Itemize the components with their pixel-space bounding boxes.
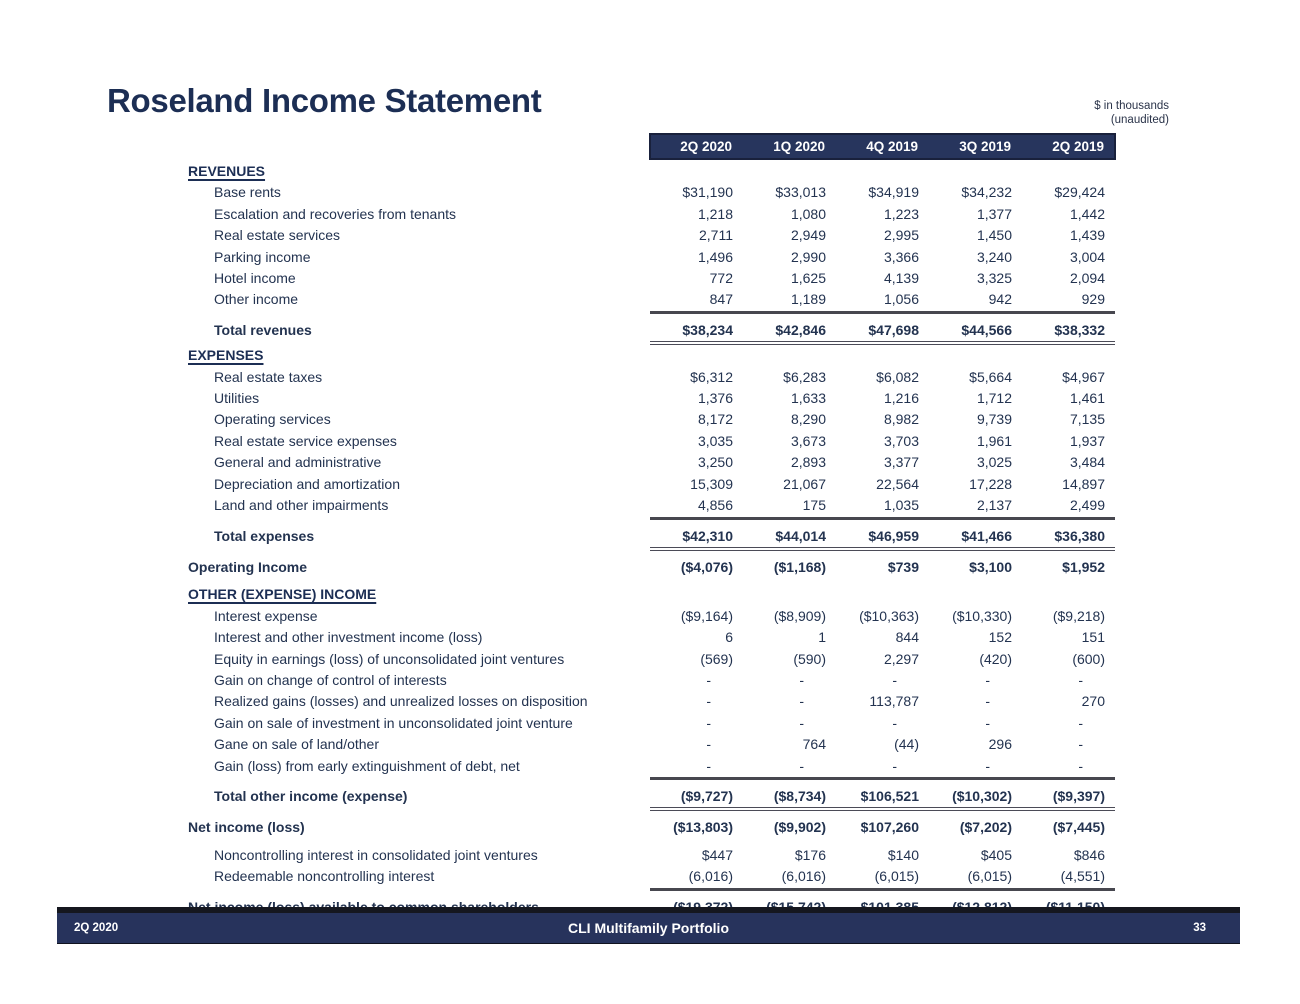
value-cell: - (1078, 736, 1083, 753)
value-cell: 4,856 (650, 495, 743, 519)
column-header: 2Q 2020 (680, 139, 732, 154)
value-cell: $5,664 (969, 368, 1012, 385)
value-cell: 3,250 (697, 454, 733, 471)
value-cell: 847 (650, 289, 743, 313)
table-row (188, 161, 1115, 182)
value-cell: $29,424 (1054, 184, 1105, 201)
row-label: Gane on sale of land/other (214, 736, 380, 753)
value-cell: ($7,445) (1052, 819, 1105, 836)
value-cell: $140 (887, 846, 919, 863)
value-cell (743, 584, 836, 605)
value-cell: (420) (979, 650, 1012, 667)
row-label: Utilities (214, 390, 260, 407)
value-cell: 844 (895, 629, 919, 646)
value-cell: (600) (1072, 650, 1105, 667)
table-row (188, 409, 1115, 430)
value-cell: 3,004 (1069, 248, 1105, 265)
value-cell: 3,366 (883, 248, 919, 265)
table-row (188, 845, 1115, 866)
value-cell: 17,228 (969, 475, 1012, 492)
value-cell (743, 161, 836, 182)
value-cell: $41,466 (929, 526, 1022, 551)
row-label: Gain on change of control of interests (214, 671, 447, 688)
value-cell: 1 (818, 629, 826, 646)
value-cell: $6,312 (690, 368, 733, 385)
value-cell: $31,190 (682, 184, 733, 201)
value-cell: $1,952 (1062, 558, 1105, 575)
value-cell: 2,711 (699, 227, 733, 244)
value-cell: 1,439 (1069, 227, 1105, 244)
table-row (188, 268, 1115, 289)
table-row (188, 289, 1115, 313)
value-cell: 1,633 (790, 390, 826, 407)
value-cell: $42,846 (743, 320, 836, 345)
table-row (188, 557, 1115, 578)
table-row (188, 627, 1115, 648)
value-cell: $3,100 (969, 558, 1012, 575)
value-cell: 2,499 (1022, 495, 1115, 519)
value-cell: 7,135 (1069, 411, 1105, 428)
row-label: Gain (loss) from early extinguishment of debt, net (214, 757, 520, 774)
value-cell: $34,232 (961, 184, 1012, 201)
table-row (188, 320, 1115, 345)
row-label: Gain on sale of investment in unconsolidated joint venture (214, 714, 573, 731)
value-cell: 3,025 (976, 454, 1012, 471)
value-cell: ($13,803) (673, 819, 733, 836)
row-label: Total expenses (214, 527, 315, 544)
row-label: Interest and other investment income (loss) (214, 629, 483, 646)
row-label: OTHER (EXPENSE) INCOME (188, 586, 377, 603)
value-cell: 14,897 (1062, 475, 1105, 492)
value-cell: ($10,330) (952, 607, 1012, 624)
value-cell: 1,056 (836, 289, 929, 313)
value-cell: 22,564 (876, 475, 919, 492)
row-label: Base rents (214, 184, 281, 201)
value-cell: - (706, 671, 711, 688)
table-row (188, 247, 1115, 268)
table-body (188, 161, 1115, 922)
value-cell: 8,290 (790, 411, 826, 428)
value-cell: 8,982 (883, 411, 919, 428)
value-cell: 3,673 (790, 432, 826, 449)
value-cell: $447 (701, 846, 733, 863)
value-cell: 929 (1022, 289, 1115, 313)
value-cell: 2,137 (929, 495, 1022, 519)
value-cell: ($9,397) (1022, 786, 1115, 811)
value-cell: - (892, 671, 897, 688)
footer-bar (57, 913, 1240, 944)
value-cell: 3,377 (883, 454, 919, 471)
row-label: Interest expense (214, 607, 318, 624)
row-label: Operating Income (188, 558, 308, 575)
value-cell (1022, 161, 1115, 182)
footer-page-number: 33 (1193, 922, 1206, 934)
value-cell: 3,484 (1069, 454, 1105, 471)
value-cell: 2,094 (1069, 270, 1105, 287)
value-cell: - (799, 693, 804, 710)
value-cell: 1,937 (1069, 432, 1105, 449)
table-row (188, 225, 1115, 246)
value-cell: 152 (988, 629, 1012, 646)
value-cell: - (929, 756, 1022, 780)
value-cell: $176 (794, 846, 826, 863)
income-statement-table (188, 134, 1115, 922)
table-row (188, 182, 1115, 203)
table-row (188, 670, 1115, 691)
value-cell: $106,521 (836, 786, 929, 811)
value-cell: - (706, 693, 711, 710)
table-row (188, 388, 1115, 409)
value-cell (929, 584, 1022, 605)
value-cell: ($8,909) (773, 607, 826, 624)
value-cell: $34,919 (868, 184, 919, 201)
value-cell: 1,035 (836, 495, 929, 519)
table-row (188, 204, 1115, 225)
value-cell: 1,216 (883, 390, 919, 407)
value-cell: - (1078, 714, 1083, 731)
row-label: Parking income (214, 248, 311, 265)
table-row (188, 474, 1115, 495)
value-cell: - (650, 756, 743, 780)
value-cell (650, 345, 743, 366)
value-cell: 151 (1081, 629, 1105, 646)
row-label: Noncontrolling interest in consolidated joint ventures (214, 846, 538, 863)
value-cell: 1,376 (697, 390, 733, 407)
value-cell: 8,172 (697, 411, 733, 428)
value-cell: 21,067 (783, 475, 826, 492)
value-cell: 1,442 (1069, 205, 1105, 222)
value-cell: - (1022, 756, 1115, 780)
value-cell: (569) (700, 650, 733, 667)
value-cell: - (985, 693, 990, 710)
value-cell: - (985, 671, 990, 688)
value-cell: (6,015) (929, 866, 1022, 890)
value-cell: (6,015) (836, 866, 929, 890)
row-label: Escalation and recoveries from tenants (214, 205, 457, 222)
value-cell: - (743, 756, 836, 780)
value-cell: $46,959 (836, 526, 929, 551)
value-cell: 772 (709, 270, 733, 287)
units-note-line2: (unaudited) (1110, 114, 1169, 126)
row-label: REVENUES (188, 163, 266, 179)
row-label: Operating services (214, 411, 331, 428)
value-cell: $38,332 (1022, 320, 1115, 345)
table-row (188, 691, 1115, 712)
value-cell: 4,139 (883, 270, 919, 287)
value-cell (743, 345, 836, 366)
table-row (188, 584, 1115, 605)
units-note (1094, 99, 1169, 127)
row-label: Realized gains (losses) and unrealized losses on disposition (214, 693, 588, 710)
value-cell: - (706, 736, 711, 753)
value-cell: 113,787 (869, 693, 919, 710)
table-row (188, 431, 1115, 452)
value-cell: ($9,727) (650, 786, 743, 811)
value-cell: 1,625 (790, 270, 826, 287)
value-cell (650, 161, 743, 182)
value-cell: 764 (802, 736, 826, 753)
value-cell: ($7,202) (959, 819, 1012, 836)
value-cell: 942 (929, 289, 1022, 313)
value-cell: $38,234 (650, 320, 743, 345)
value-cell: 2,893 (790, 454, 826, 471)
table-header-row (650, 134, 1115, 159)
value-cell: 270 (1081, 693, 1105, 710)
value-cell: 175 (743, 495, 836, 519)
table-row (188, 817, 1115, 838)
value-cell: 3,035 (697, 432, 733, 449)
row-label: Total other income (expense) (214, 787, 408, 804)
column-header: 4Q 2019 (866, 139, 918, 154)
value-cell: 3,703 (883, 432, 919, 449)
value-cell: 1,450 (976, 227, 1012, 244)
value-cell (650, 584, 743, 605)
value-cell: 1,080 (790, 205, 826, 222)
table-row (188, 526, 1115, 551)
value-cell: ($8,734) (743, 786, 836, 811)
row-label: Land and other impairments (214, 497, 389, 514)
table-row (188, 367, 1115, 388)
table-row (188, 345, 1115, 366)
value-cell: ($1,168) (773, 558, 826, 575)
value-cell: - (892, 714, 897, 731)
value-cell: ($10,302) (929, 786, 1022, 811)
value-cell: - (985, 714, 990, 731)
row-label: Redeemable noncontrolling interest (214, 868, 435, 885)
footer-quarter: 2Q 2020 (74, 922, 119, 934)
value-cell (836, 345, 929, 366)
value-cell: $846 (1073, 846, 1105, 863)
value-cell (836, 161, 929, 182)
value-cell (836, 584, 929, 605)
value-cell: $44,014 (743, 526, 836, 551)
value-cell: - (706, 714, 711, 731)
value-cell: 9,739 (976, 411, 1012, 428)
table-row (188, 713, 1115, 734)
value-cell (1022, 345, 1115, 366)
value-cell: 1,496 (697, 248, 733, 265)
row-label: General and administrative (214, 454, 382, 471)
value-cell: 2,990 (790, 248, 826, 265)
value-cell: (590) (793, 650, 826, 667)
value-cell: ($9,218) (1052, 607, 1105, 624)
table-row (188, 866, 1115, 890)
value-cell: $42,310 (650, 526, 743, 551)
value-cell: 1,461 (1069, 390, 1105, 407)
value-cell: 2,949 (790, 227, 826, 244)
value-cell: 15,309 (690, 475, 733, 492)
column-header: 1Q 2020 (773, 139, 825, 154)
column-header: 3Q 2019 (959, 139, 1011, 154)
table-row (188, 649, 1115, 670)
value-cell (1022, 584, 1115, 605)
value-cell: 6 (725, 629, 733, 646)
row-label: Hotel income (214, 270, 296, 287)
value-cell: (4,551) (1022, 866, 1115, 890)
units-note-line1: $ in thousands (1094, 100, 1169, 112)
value-cell: $33,013 (775, 184, 826, 201)
value-cell: ($9,902) (773, 819, 826, 836)
value-cell: 1,961 (976, 432, 1012, 449)
table-row (188, 495, 1115, 519)
value-cell: $107,260 (860, 819, 919, 836)
row-label: Real estate service expenses (214, 432, 397, 449)
table-row (188, 756, 1115, 780)
value-cell: 1,712 (976, 390, 1012, 407)
value-cell: $4,967 (1062, 368, 1105, 385)
table-row (188, 734, 1115, 755)
value-cell: $6,283 (783, 368, 826, 385)
column-header: 2Q 2019 (1052, 139, 1104, 154)
value-cell: - (799, 671, 804, 688)
value-cell: 296 (988, 736, 1012, 753)
row-label: Equity in earnings (loss) of unconsolidated joint ventures (214, 650, 565, 667)
row-label: Real estate services (214, 227, 341, 244)
value-cell: 2,297 (883, 650, 919, 667)
value-cell: ($9,164) (680, 607, 733, 624)
value-cell: $6,082 (876, 368, 919, 385)
footer-title: CLI Multifamily Portfolio (568, 920, 729, 936)
value-cell (929, 161, 1022, 182)
value-cell: $739 (887, 558, 919, 575)
value-cell (929, 345, 1022, 366)
table-row (188, 786, 1115, 811)
value-cell: 1,218 (697, 205, 733, 222)
value-cell: 1,189 (743, 289, 836, 313)
table-row (188, 452, 1115, 473)
row-label: Net income (loss) (188, 819, 305, 836)
value-cell: - (1078, 671, 1083, 688)
value-cell: ($4,076) (680, 558, 733, 575)
value-cell: - (799, 714, 804, 731)
value-cell: $44,566 (929, 320, 1022, 345)
value-cell: - (836, 756, 929, 780)
value-cell: $405 (980, 846, 1012, 863)
value-cell: 3,325 (976, 270, 1012, 287)
page-title: Roseland Income Statement (107, 82, 542, 119)
value-cell: $36,380 (1022, 526, 1115, 551)
value-cell: 3,240 (976, 248, 1012, 265)
row-label: Total revenues (214, 321, 312, 338)
table-row (188, 606, 1115, 627)
value-cell: 2,995 (883, 227, 919, 244)
value-cell: (6,016) (743, 866, 836, 890)
value-cell: $47,698 (836, 320, 929, 345)
row-label: Real estate taxes (214, 368, 323, 385)
row-label: EXPENSES (188, 347, 264, 364)
value-cell: 1,377 (976, 205, 1012, 222)
value-cell: (6,016) (650, 866, 743, 890)
value-cell: (44) (894, 736, 919, 753)
value-cell: 1,223 (883, 205, 919, 222)
value-cell: ($10,363) (859, 607, 919, 624)
row-label: Other income (214, 291, 299, 308)
row-label: Depreciation and amortization (214, 475, 400, 492)
